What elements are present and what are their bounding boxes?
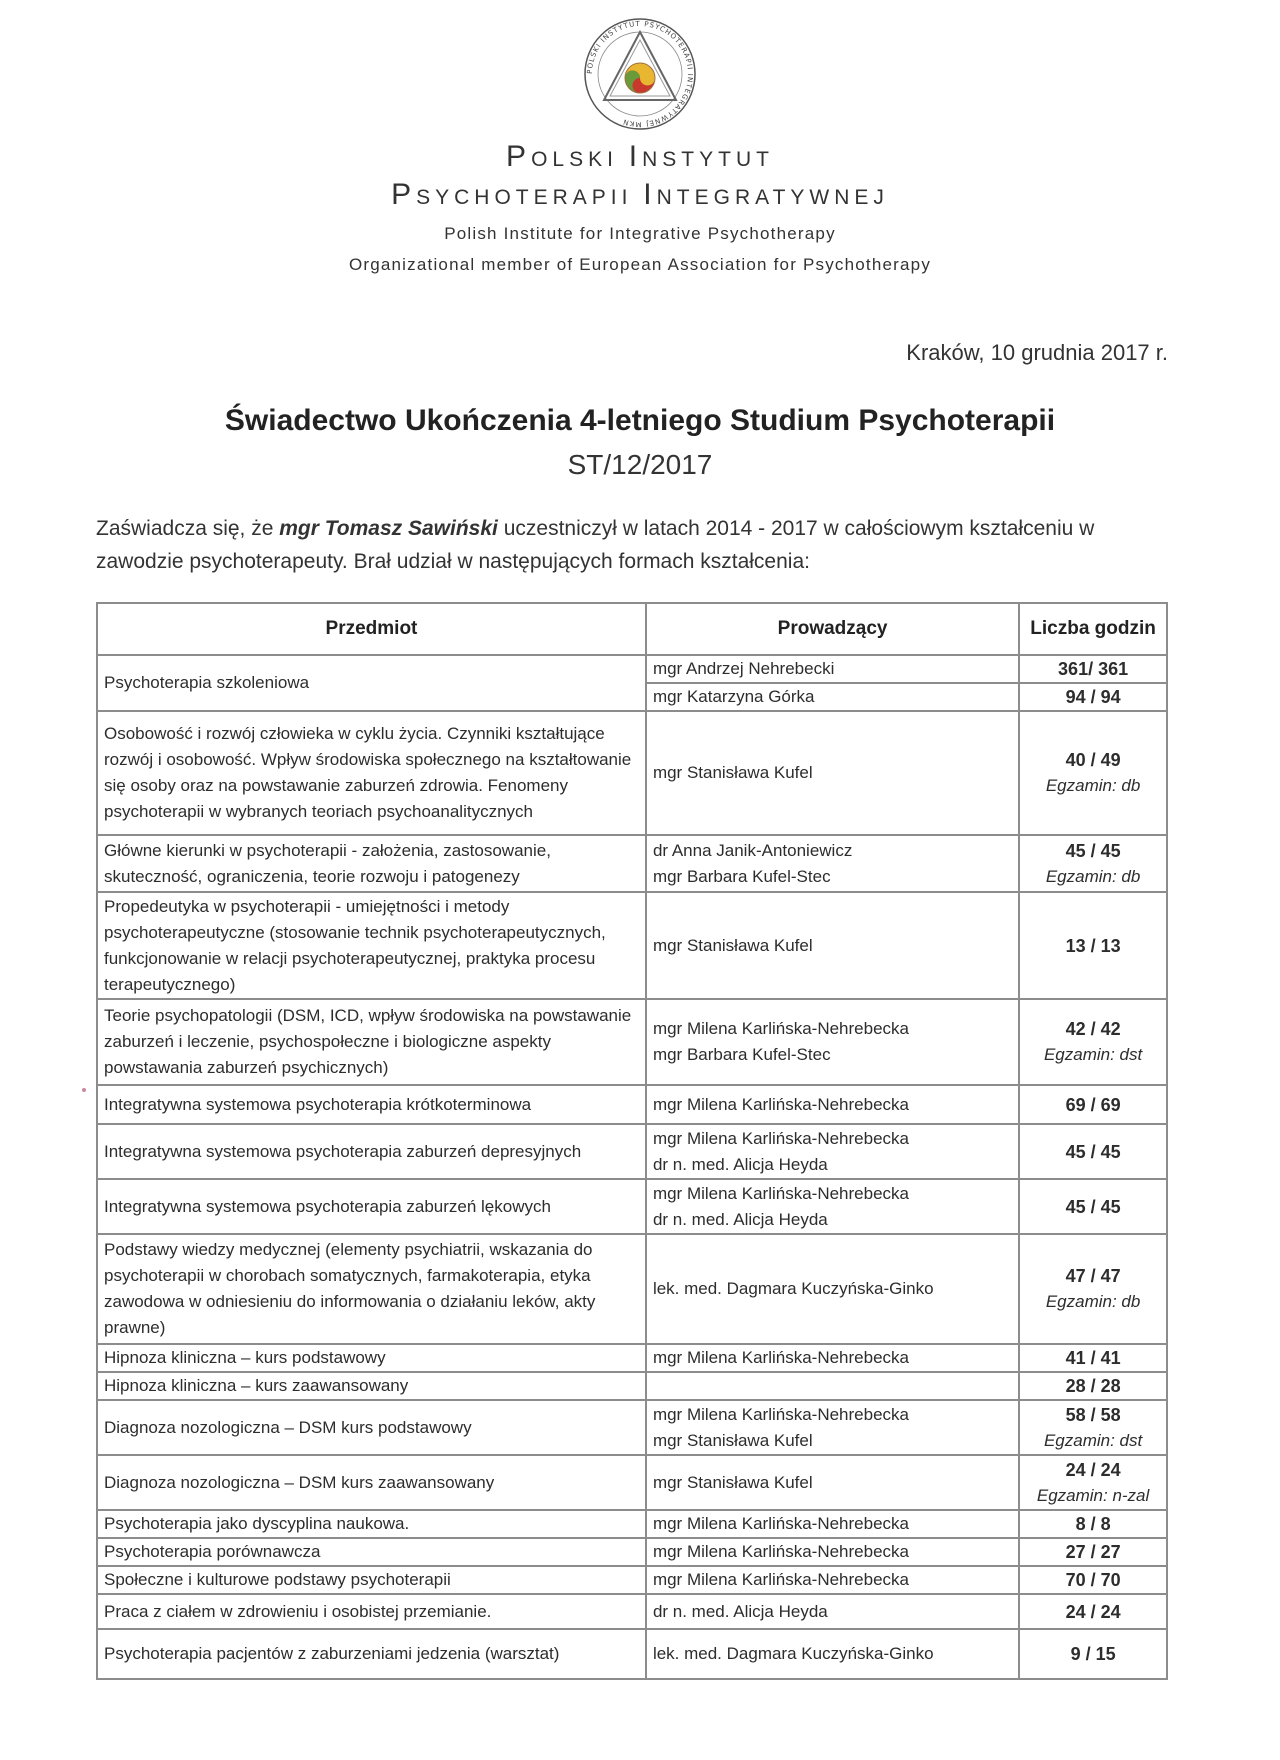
hours-cell [1019, 1594, 1167, 1629]
teacher-cell [646, 1594, 1019, 1629]
column-header-subject: Przedmiot [97, 603, 646, 655]
hours-cell [1019, 835, 1167, 892]
issue-date: Kraków, 10 grudnia 2017 r. [906, 340, 1168, 365]
teacher-cell [646, 1629, 1019, 1679]
table-row [97, 1234, 1167, 1344]
rest: OLSKI [531, 148, 629, 171]
table-row [97, 1400, 1167, 1455]
table-row [97, 1510, 1167, 1538]
subject-cell: Propedeutyka w psychoterapii - umiejętności i metody psychoterapeutyczne (stosowanie technik psychoterapeutycznych, funkcjonowanie w relacji psychoterapeutycznej, praktyka procesu terapeutycznego) [97, 892, 646, 999]
exam-result: Egzamin: n-zal [1036, 1485, 1150, 1505]
teacher-cell [646, 1566, 1019, 1594]
recipient-name: mgr Tomasz Sawiński [279, 517, 498, 540]
initial: P [506, 140, 532, 173]
table-row [97, 1538, 1167, 1566]
teacher-name: mgr Stanisława Kufel [652, 763, 813, 782]
teacher-cell [646, 1179, 1019, 1234]
hours-cell [1019, 1344, 1167, 1372]
table-body [97, 655, 1167, 1679]
certificate-title: Świadectwo Ukończenia 4-letniego Studium Psychoterapii [224, 404, 1056, 437]
subject-cell: Społeczne i kulturowe podstawy psychoterapii [97, 1566, 646, 1594]
hours-value: 41 / 41 [1065, 1348, 1121, 1368]
hours-value: 70 / 70 [1065, 1570, 1121, 1590]
rest: SYCHOTERAPII [416, 186, 644, 209]
rest: NTEGRATYWNEJ [656, 186, 889, 209]
teacher-cell [646, 1085, 1019, 1124]
exam-result: Egzamin: db [1045, 776, 1141, 795]
teacher-cell [646, 999, 1019, 1085]
hours-value: 94 / 94 [1065, 687, 1121, 707]
hours-value: 45 / 45 [1065, 840, 1121, 861]
subject-cell: Integratywna systemowa psychoterapia zaburzeń lękowych [97, 1179, 646, 1234]
initial: I [643, 178, 657, 211]
teacher-name: mgr Milena Karlińska-Nehrebecka [652, 1542, 909, 1561]
institute-logo [582, 16, 698, 132]
teacher-name: mgr Stanisława Kufel [652, 935, 813, 955]
teacher-cell [646, 711, 1019, 835]
subject-cell: Diagnoza nozologiczna – DSM kurs zaawansowany [97, 1455, 646, 1510]
hours-cell [1019, 1538, 1167, 1566]
subject-cell: Integratywna systemowa psychoterapia zaburzeń depresyjnych [97, 1124, 646, 1179]
teacher-cell: mgr Andrzej Nehrebecki [646, 655, 1019, 683]
hours-cell [1019, 892, 1167, 999]
table-row [97, 711, 1167, 835]
hours-value: 24 / 24 [1065, 1601, 1121, 1622]
initial: I [628, 140, 643, 173]
exam-result: Egzamin: dst [1043, 1430, 1143, 1450]
institute-name-line2 [0, 178, 1280, 212]
table-row [97, 1629, 1167, 1679]
teacher-name: mgr Milena Karlińska-Nehrebecka [652, 1348, 909, 1367]
subject-cell: Psychoterapia szkoleniowa [97, 655, 646, 711]
hours-value: 69 / 69 [1065, 1094, 1121, 1115]
hours-value: 45 / 45 [1065, 1196, 1121, 1217]
subject-cell: Integratywna systemowa psychoterapia krótkoterminowa [97, 1085, 646, 1124]
hours-value: 13 / 13 [1065, 935, 1121, 956]
subject-cell: Osobowość i rozwój człowieka w cyklu życia. Czynniki kształtujące rozwój i osobowość. Wpływ środowiska społecznego na kształtowanie się osoby oraz na powstawanie zaburzeń zdrowia. Fenomeny psychoterapii w wybranych teoriach psychoanalitycznych [97, 711, 646, 835]
teacher-name: mgr Barbara Kufel-Stec [652, 866, 831, 886]
table-row [97, 1455, 1167, 1510]
courses-table [96, 602, 1168, 1680]
hours-cell [1019, 999, 1167, 1085]
subject-cell: Teorie psychopatologii (DSM, ICD, wpływ środowiska na powstawanie zaburzeń i leczenie, psychospołeczne i biologiczne aspekty powstawania zaburzeń psychicznych) [97, 999, 646, 1085]
teacher-name: mgr Milena Karlińska-Nehrebecka [652, 1094, 909, 1114]
exam-result: Egzamin: db [1045, 1292, 1141, 1311]
subject-cell: Hipnoza kliniczna – kurs podstawowy [97, 1344, 646, 1372]
hours-value: 361/ 361 [1058, 659, 1129, 679]
teacher-name: mgr Milena Karlińska-Nehrebecka [652, 1570, 909, 1589]
table-row [97, 1566, 1167, 1594]
teacher-cell [646, 1510, 1019, 1538]
initial: P [391, 178, 417, 211]
teacher-cell [646, 1372, 1019, 1400]
statement-prefix: Zaświadcza się, że [96, 517, 280, 540]
subject-cell: Psychoterapia pacjentów z zaburzeniami jedzenia (warsztat) [97, 1629, 646, 1679]
statement-suffix: uczestniczył w latach 2014 - 2017 w całościowym kształceniu w zawodzie psychoterapeuty. Brał udział w następujących formach kształcenia: [96, 517, 1095, 573]
table-row [97, 655, 1167, 683]
teacher-name: lek. med. Dagmara Kuczyńska-Ginko [652, 1644, 934, 1663]
teacher-name: mgr Stanisława Kufel [652, 1472, 813, 1492]
hours-cell [1019, 1455, 1167, 1510]
subject-cell: Hipnoza kliniczna – kurs zaawansowany [97, 1372, 646, 1400]
hours-value: 45 / 45 [1065, 1141, 1121, 1162]
hours-value: 9 / 15 [1070, 1644, 1116, 1664]
institute-name-line1 [0, 140, 1280, 174]
teacher-name: dr n. med. Alicja Heyda [652, 1209, 828, 1229]
hours-cell [1019, 1234, 1167, 1344]
subject-cell: Psychoterapia jako dyscyplina naukowa. [97, 1510, 646, 1538]
hours-cell [1019, 1372, 1167, 1400]
table-row [97, 1085, 1167, 1124]
hours-cell [1019, 1124, 1167, 1179]
table-row [97, 1372, 1167, 1400]
teacher-cell [646, 1538, 1019, 1566]
table-row [97, 835, 1167, 892]
subject-cell: Podstawy wiedzy medycznej (elementy psychiatrii, wskazania do psychoterapii w chorobach somatycznych, farmakoterapia, etyka zawodowa w odniesieniu do informowania o działaniu leków, akty prawne) [97, 1234, 646, 1344]
subject-cell: Praca z ciałem w zdrowieniu i osobistej przemianie. [97, 1594, 646, 1629]
table-row [97, 1594, 1167, 1629]
table-row [97, 1124, 1167, 1179]
teacher-cell [646, 1124, 1019, 1179]
table-row [97, 1179, 1167, 1234]
teacher-name: mgr Stanisława Kufel [652, 1430, 813, 1450]
membership-line: Organizational member of European Association for Psychotherapy [348, 255, 932, 274]
certificate-statement [96, 512, 1176, 578]
hours-value: 40 / 49 [1065, 750, 1121, 770]
teacher-cell [646, 892, 1019, 999]
subject-cell: Diagnoza nozologiczna – DSM kurs podstawowy [97, 1400, 646, 1455]
scan-artifact [82, 1088, 86, 1092]
hours-cell [1019, 1566, 1167, 1594]
teacher-name: mgr Milena Karlińska-Nehrebecka [652, 1404, 909, 1424]
logo-emblem-icon [582, 16, 698, 132]
hours-value: 24 / 24 [1065, 1459, 1121, 1480]
teacher-cell: mgr Katarzyna Górka [646, 683, 1019, 711]
teacher-cell [646, 835, 1019, 892]
teacher-cell [646, 1400, 1019, 1455]
teacher-name: dr Anna Janik-Antoniewicz [652, 840, 853, 860]
teacher-name: lek. med. Dagmara Kuczyńska-Ginko [652, 1279, 934, 1298]
teacher-name: mgr Milena Karlińska-Nehrebecka [652, 1514, 909, 1533]
hours-value: 58 / 58 [1065, 1404, 1121, 1425]
hours-value: 42 / 42 [1065, 1019, 1121, 1039]
hours-value: 8 / 8 [1075, 1514, 1111, 1534]
teacher-name: dr n. med. Alicja Heyda [652, 1601, 828, 1621]
hours-cell [1019, 711, 1167, 835]
teacher-name: mgr Milena Karlińska-Nehrebecka [652, 1128, 909, 1148]
exam-result: Egzamin: db [1045, 866, 1141, 886]
teacher-name: mgr Milena Karlińska-Nehrebecka [652, 1183, 909, 1203]
teacher-cell [646, 1455, 1019, 1510]
hours-cell [1019, 1085, 1167, 1124]
subject-cell: Główne kierunki w psychoterapii - założenia, zastosowanie, skuteczność, ograniczenia, teorie rozwoju i patogenezy [97, 835, 646, 892]
hours-cell [1019, 655, 1167, 683]
teacher-name: dr n. med. Alicja Heyda [652, 1154, 828, 1174]
hours-cell [1019, 683, 1167, 711]
hours-cell [1019, 1510, 1167, 1538]
teacher-name: mgr Barbara Kufel-Stec [652, 1045, 831, 1064]
table-row [97, 1344, 1167, 1372]
hours-value: 28 / 28 [1065, 1376, 1121, 1396]
hours-cell [1019, 1400, 1167, 1455]
hours-value: 47 / 47 [1065, 1266, 1121, 1286]
table-row [97, 892, 1167, 999]
institute-english-name: Polish Institute for Integrative Psychotherapy [444, 224, 836, 243]
logo-ring-text: POLSKI INSTYTUT PSYCHOTERAPII INTEGRATYWNEJ MKN [585, 19, 695, 129]
column-header-hours: Liczba godzin [1019, 603, 1167, 655]
teacher-cell [646, 1344, 1019, 1372]
exam-result: Egzamin: dst [1043, 1045, 1143, 1064]
teacher-name: mgr Milena Karlińska-Nehrebecka [652, 1019, 909, 1038]
table-header-row [97, 603, 1167, 655]
teacher-cell [646, 1234, 1019, 1344]
column-header-teacher: Prowadzący [646, 603, 1019, 655]
rest: NSTYTUT [642, 148, 774, 171]
subject-cell: Psychoterapia porównawcza [97, 1538, 646, 1566]
table-row [97, 999, 1167, 1085]
document-number: ST/12/2017 [567, 449, 713, 480]
hours-cell [1019, 1179, 1167, 1234]
hours-value: 27 / 27 [1065, 1542, 1121, 1562]
hours-cell [1019, 1629, 1167, 1679]
